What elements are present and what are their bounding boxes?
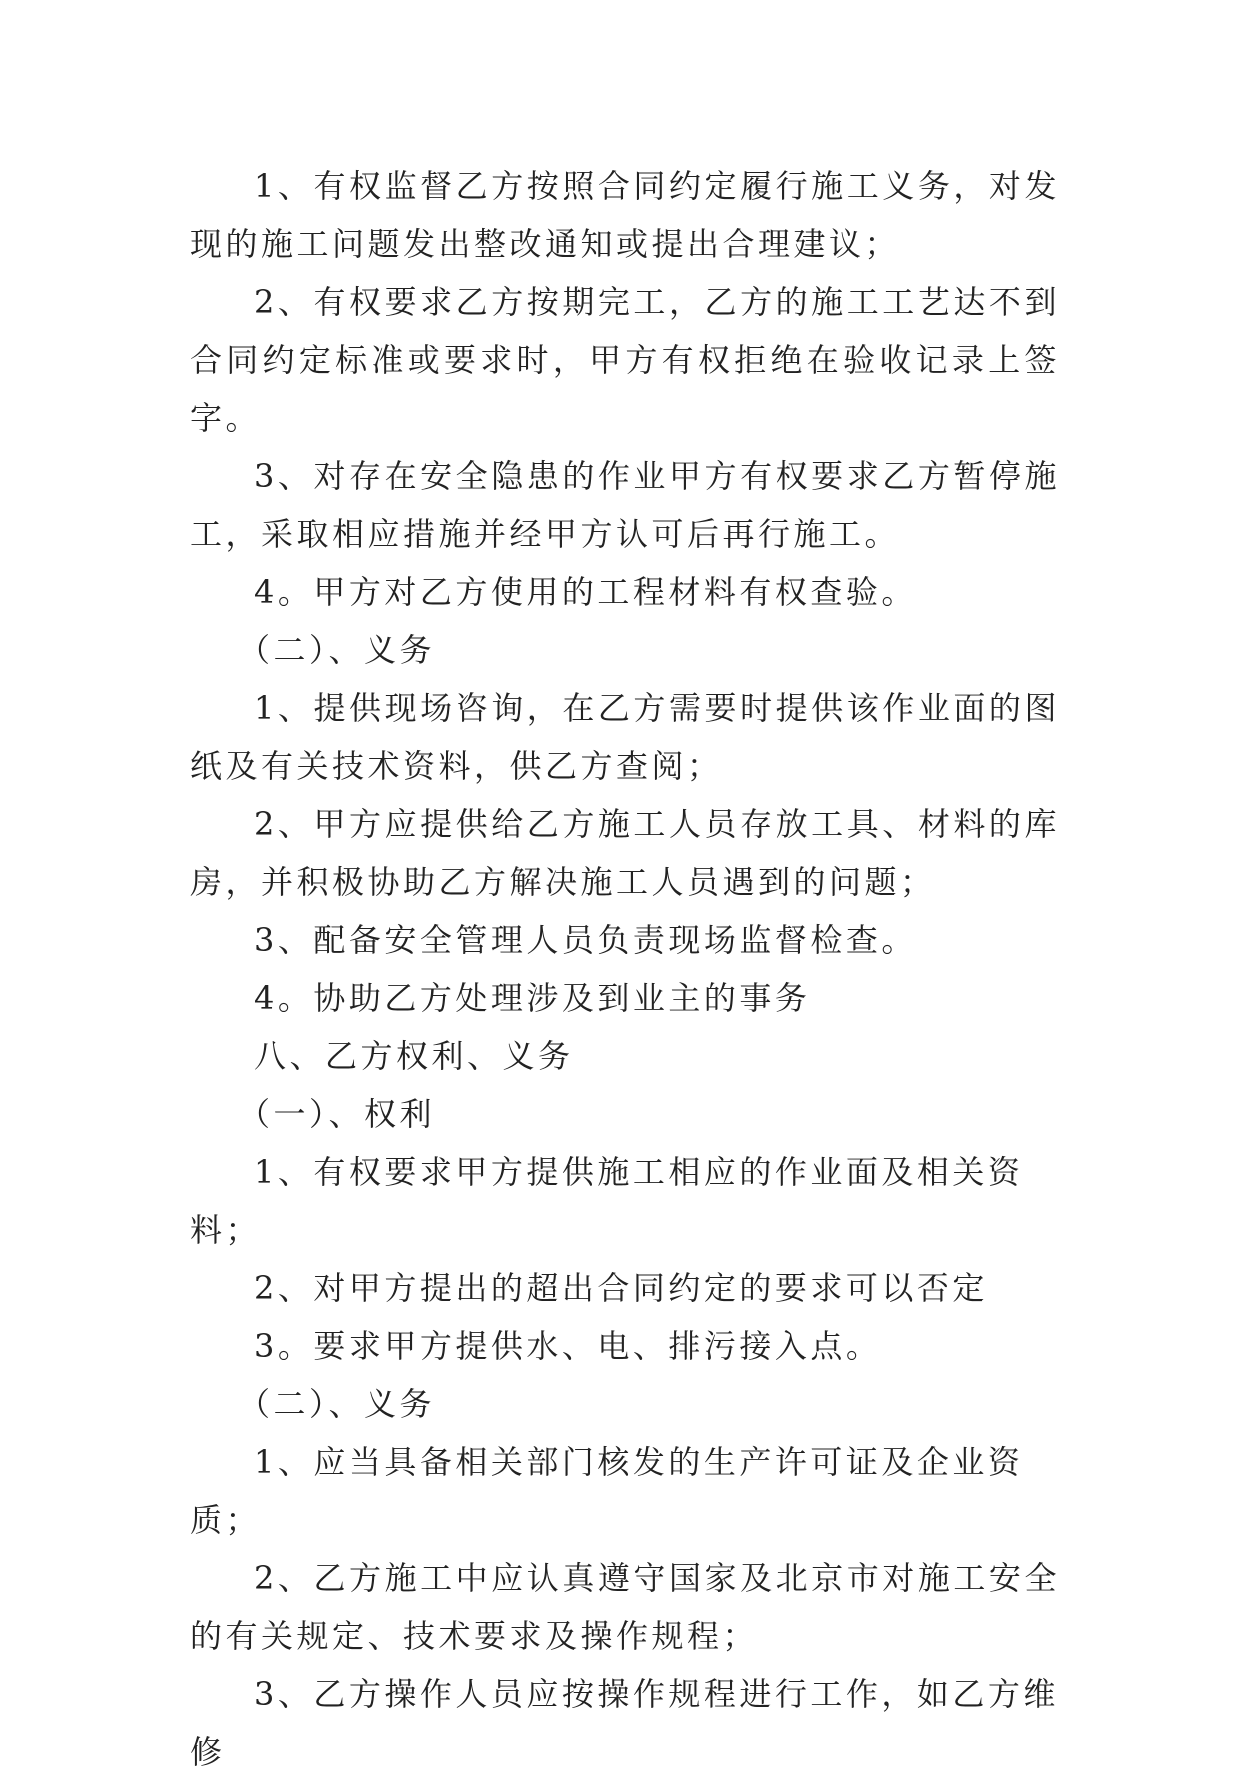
section-heading-b-obligations: （二）、义务 [238,1385,436,1423]
paragraph-obligation-3: 3、配备安全管理人员负责现场监督检查。 [254,921,917,959]
paragraph-b-obligation-3: 3、乙方操作人员应按操作规程进行工作，如乙方维修 [190,1675,1059,1771]
document-body [190,157,1060,1781]
paragraph-right-4: 4。甲方对乙方使用的工程材料有权查验。 [254,573,917,611]
section-heading-rights: （一）、权利 [238,1095,436,1133]
paragraph-right-1: 1、有权监督乙方按照合同约定履行施工义务，对发现的施工问题发出整改通知或提出合理建议； [190,167,1060,263]
paragraph-b-right-3: 3。要求甲方提供水、电、排污接入点。 [254,1327,882,1365]
section-heading-obligations: （二）、义务 [238,631,436,669]
paragraph-b-obligation-2: 2、乙方施工中应认真遵守国家及北京市对施工安全的有关规定、技术要求及操作规程； [190,1559,1060,1655]
paragraph-right-3: 3、对存在安全隐患的作业甲方有权要求乙方暂停施工，采取相应措施并经甲方认可后再行施工。 [190,457,1060,553]
paragraph-b-right-1: 1、有权要求甲方提供施工相应的作业面及相关资料； [190,1153,1024,1249]
paragraph-right-2: 2、有权要求乙方按期完工，乙方的施工工艺达不到合同约定标准或要求时，甲方有权拒绝在验收记录上签字。 [190,283,1060,437]
paragraph-obligation-2: 2、甲方应提供给乙方施工人员存放工具、材料的库房，并积极协助乙方解决施工人员遇到的问题； [190,805,1060,901]
paragraph-obligation-4: 4。协助乙方处理涉及到业主的事务 [254,979,811,1017]
section-heading-party-b: 八、乙方权利、义务 [254,1037,574,1075]
paragraph-b-obligation-1: 1、应当具备相关部门核发的生产许可证及企业资质； [190,1443,1024,1539]
paragraph-b-right-2: 2、对甲方提出的超出合同约定的要求可以否定 [254,1269,988,1307]
paragraph-obligation-1: 1、提供现场咨询，在乙方需要时提供该作业面的图纸及有关技术资料，供乙方查阅； [190,689,1060,785]
